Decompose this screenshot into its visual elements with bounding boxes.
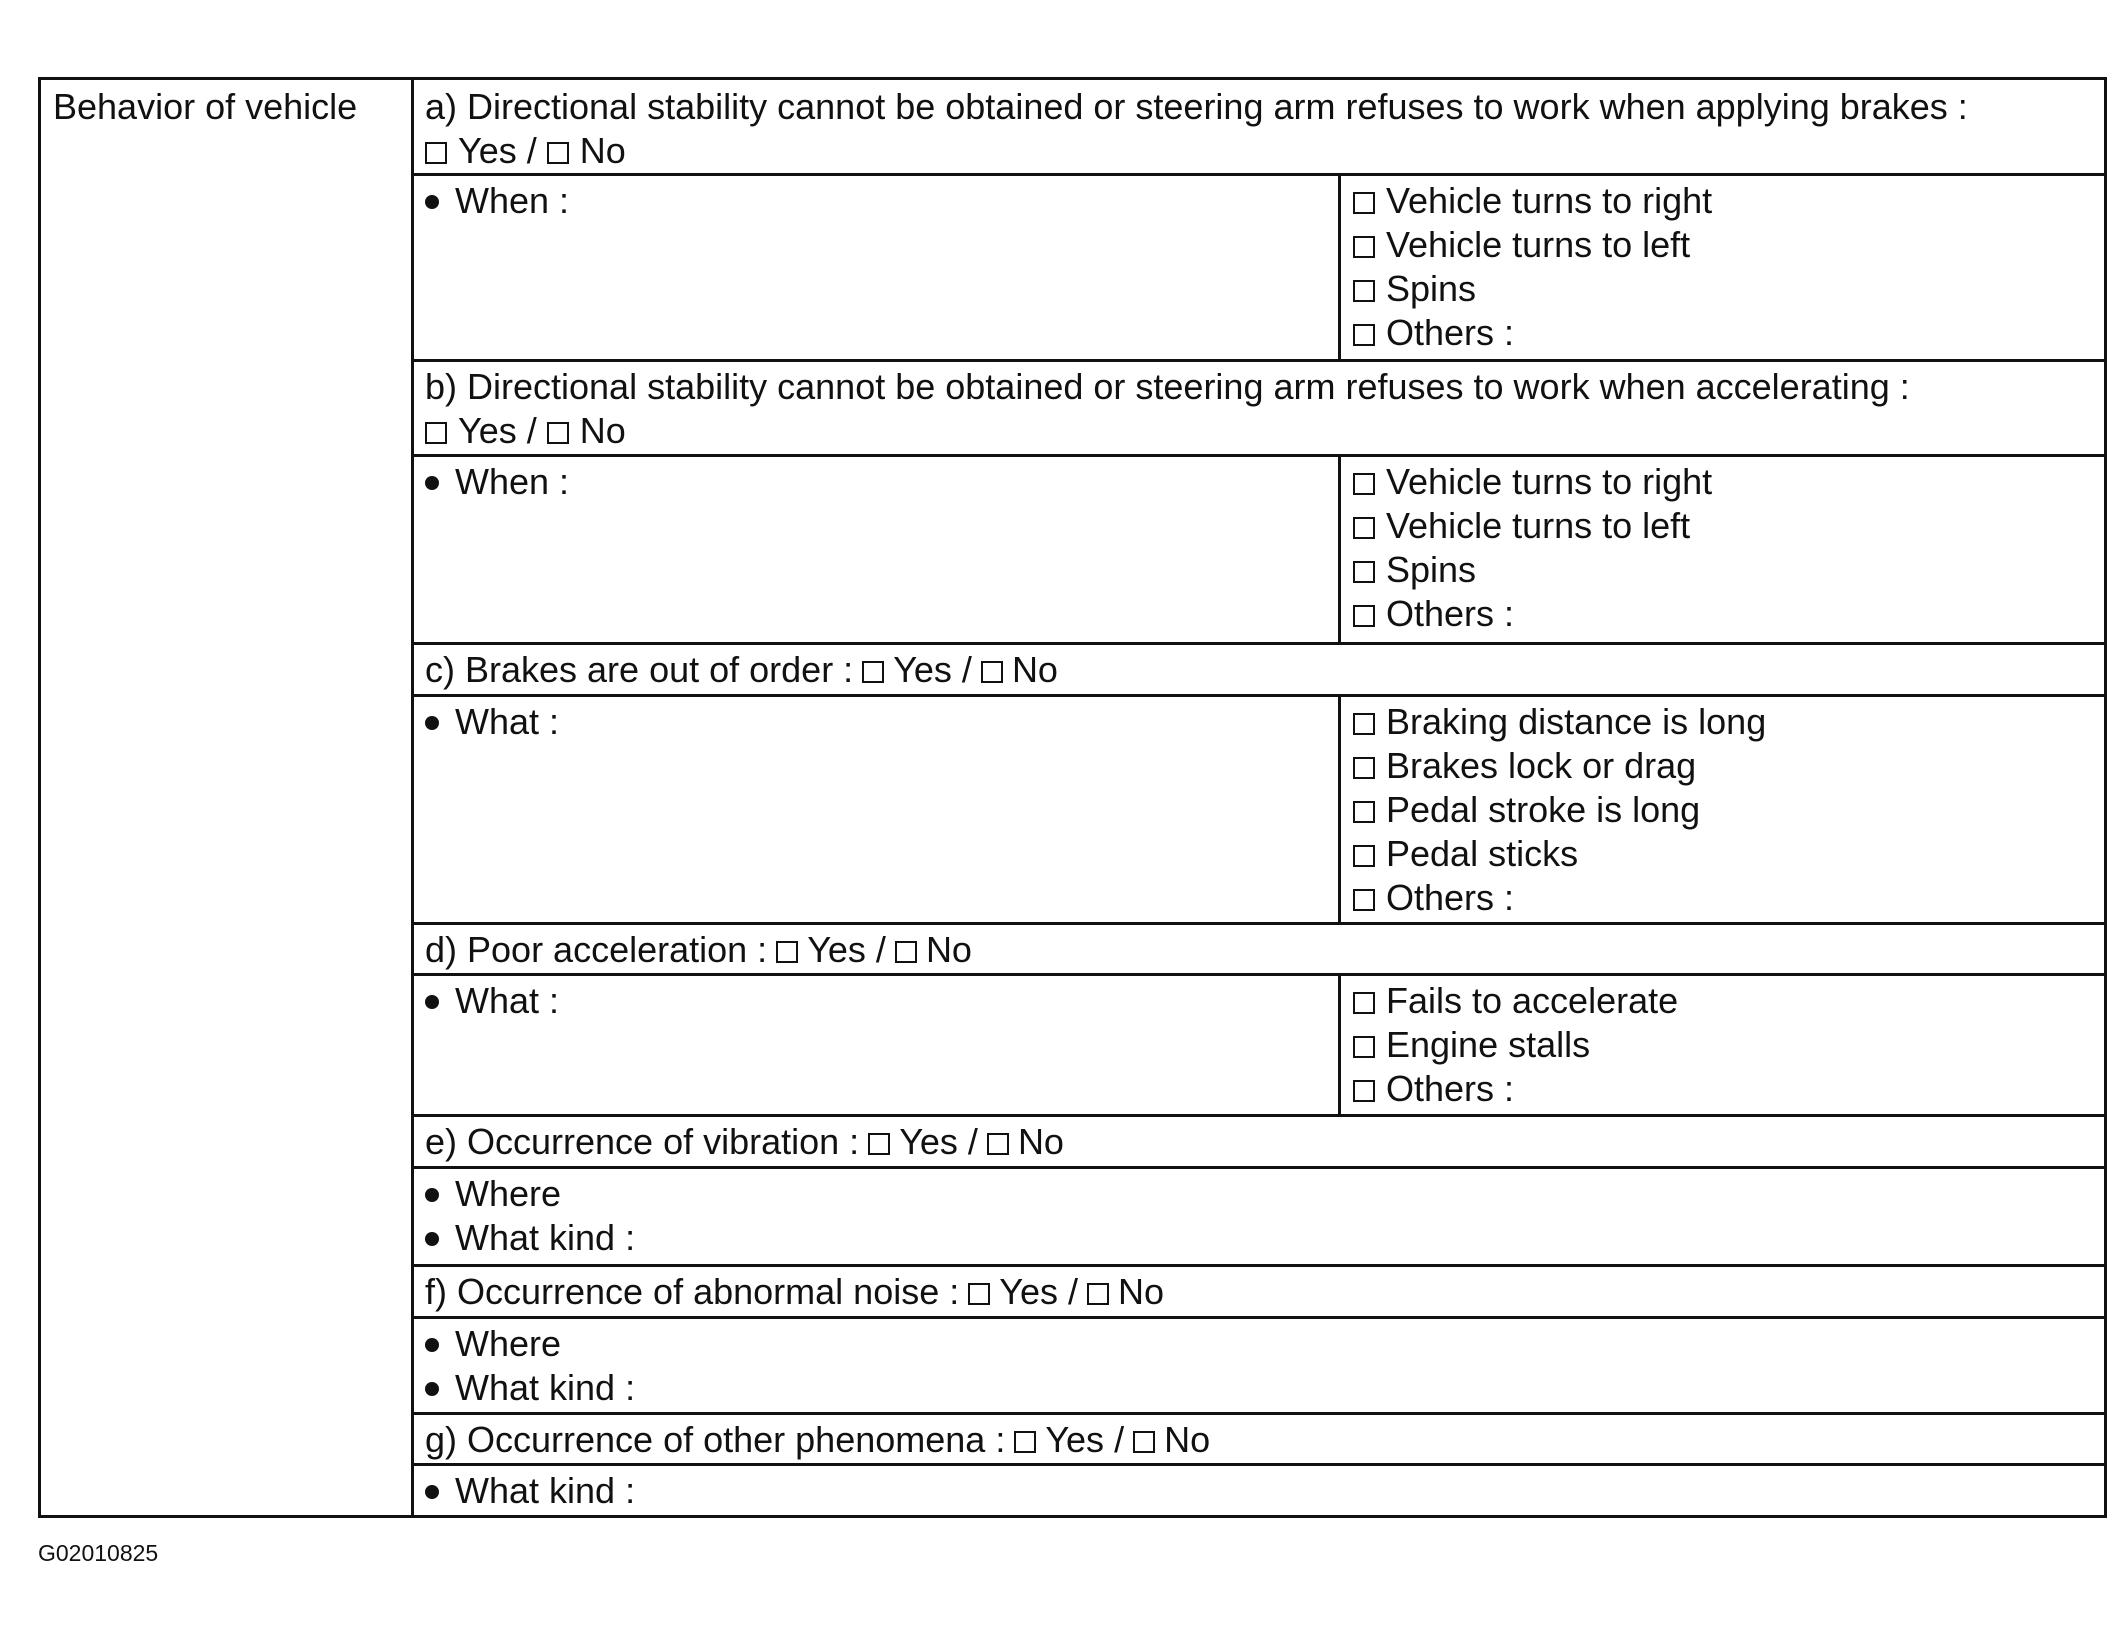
no-label: No bbox=[925, 929, 972, 970]
option-label: Pedal sticks bbox=[1386, 833, 1579, 874]
inspection-form-table bbox=[38, 77, 2107, 1518]
kind-line bbox=[425, 1216, 635, 1260]
question-f-text: f) Occurrence of abnormal noise : bbox=[425, 1271, 960, 1312]
kind-line bbox=[425, 1366, 635, 1410]
row-divider bbox=[411, 454, 2107, 457]
question-a-text: a) Directional stability cannot be obtained or steering arm refuses to work when applying brakes : bbox=[425, 86, 1968, 127]
option-item bbox=[1353, 744, 1766, 788]
option-item bbox=[1353, 1067, 1678, 1111]
category-label: Behavior of vehicle bbox=[53, 86, 358, 127]
option-checkbox[interactable] bbox=[1353, 757, 1375, 779]
option-checkbox[interactable] bbox=[1353, 713, 1375, 735]
question-c-options bbox=[1353, 700, 1766, 920]
category-column-divider bbox=[411, 80, 414, 1518]
yes-label: Yes bbox=[1045, 1419, 1105, 1460]
where-line bbox=[425, 1172, 635, 1216]
question-b-options bbox=[1353, 460, 1712, 636]
option-item bbox=[1353, 832, 1766, 876]
option-checkbox[interactable] bbox=[1353, 280, 1375, 302]
yes-label: Yes bbox=[893, 649, 952, 690]
question-g: g) Occurrence of other phenomena : Yes / No bbox=[425, 1419, 1211, 1460]
option-label: Vehicle turns to left bbox=[1386, 224, 1691, 265]
option-item bbox=[1353, 592, 1712, 636]
options-column-divider-a bbox=[1338, 173, 1341, 359]
option-item bbox=[1353, 311, 1712, 355]
option-item bbox=[1353, 179, 1712, 223]
option-label: Vehicle turns to right bbox=[1386, 461, 1713, 502]
option-label: Braking distance is long bbox=[1386, 701, 1767, 742]
yes-checkbox[interactable] bbox=[776, 941, 798, 963]
question-e-details bbox=[425, 1172, 635, 1260]
no-checkbox[interactable] bbox=[1087, 1283, 1109, 1305]
option-label: Pedal stroke is long bbox=[1386, 789, 1701, 830]
option-checkbox[interactable] bbox=[1353, 1080, 1375, 1102]
no-label: No bbox=[1011, 649, 1058, 690]
yes-label: Yes bbox=[458, 410, 517, 451]
no-checkbox[interactable] bbox=[987, 1133, 1009, 1155]
question-g-text: g) Occurrence of other phenomena : bbox=[425, 1419, 1006, 1460]
bullet-icon bbox=[425, 995, 439, 1009]
question-d-options bbox=[1353, 979, 1678, 1111]
row-divider bbox=[411, 1316, 2107, 1319]
question-g-details bbox=[425, 1469, 635, 1513]
bullet-icon bbox=[425, 1338, 439, 1352]
option-checkbox[interactable] bbox=[1353, 561, 1375, 583]
row-divider bbox=[411, 1114, 2107, 1117]
yes-checkbox[interactable] bbox=[1014, 1431, 1036, 1453]
question-d-text: d) Poor acceleration : bbox=[425, 929, 768, 970]
options-column-divider-d bbox=[1338, 973, 1341, 1114]
yes-label: Yes bbox=[899, 1121, 958, 1162]
where-line bbox=[425, 1322, 635, 1366]
yes-checkbox[interactable] bbox=[968, 1283, 990, 1305]
bullet-icon bbox=[425, 716, 439, 730]
row-divider bbox=[411, 973, 2107, 976]
row-divider bbox=[411, 173, 2107, 176]
where-label: Where bbox=[455, 1323, 562, 1364]
question-a-when bbox=[425, 179, 569, 223]
question-f: f) Occurrence of abnormal noise : Yes / No bbox=[425, 1271, 1165, 1312]
no-label: No bbox=[1017, 1121, 1064, 1162]
option-item bbox=[1353, 460, 1712, 504]
option-item bbox=[1353, 1023, 1678, 1067]
bullet-icon bbox=[425, 195, 439, 209]
kind-label: What kind : bbox=[455, 1217, 636, 1258]
option-checkbox[interactable] bbox=[1353, 889, 1375, 911]
row-divider bbox=[411, 694, 2107, 697]
no-label: No bbox=[579, 410, 626, 451]
yes-checkbox[interactable] bbox=[868, 1133, 890, 1155]
when-label: When : bbox=[455, 180, 570, 221]
option-checkbox[interactable] bbox=[1353, 845, 1375, 867]
question-b bbox=[425, 365, 1910, 453]
question-b-answer: Yes / No bbox=[425, 409, 1910, 453]
option-label: Vehicle turns to right bbox=[1386, 180, 1713, 221]
no-label: No bbox=[579, 130, 626, 171]
option-item bbox=[1353, 223, 1712, 267]
option-label: Engine stalls bbox=[1386, 1024, 1591, 1065]
where-label: Where bbox=[455, 1173, 562, 1214]
no-checkbox[interactable] bbox=[547, 422, 569, 444]
question-d: d) Poor acceleration : Yes / No bbox=[425, 929, 972, 970]
option-item bbox=[1353, 876, 1766, 920]
question-f-details bbox=[425, 1322, 635, 1410]
bullet-icon bbox=[425, 476, 439, 490]
yes-label: Yes bbox=[807, 929, 866, 970]
option-checkbox[interactable] bbox=[1353, 324, 1375, 346]
yes-checkbox[interactable] bbox=[425, 422, 447, 444]
row-divider bbox=[411, 1463, 2107, 1466]
option-item bbox=[1353, 700, 1766, 744]
when-label: When : bbox=[455, 461, 570, 502]
yes-label: Yes bbox=[458, 130, 517, 171]
option-item bbox=[1353, 788, 1766, 832]
no-label: No bbox=[1164, 1419, 1211, 1460]
options-column-divider-c bbox=[1338, 694, 1341, 922]
option-checkbox[interactable] bbox=[1353, 605, 1375, 627]
row-divider bbox=[411, 359, 2107, 362]
option-item bbox=[1353, 548, 1712, 592]
option-item bbox=[1353, 504, 1712, 548]
kind-label: What kind : bbox=[455, 1367, 636, 1408]
option-label: Vehicle turns to left bbox=[1386, 505, 1691, 546]
option-label: Others : bbox=[1386, 593, 1515, 634]
question-d-what bbox=[425, 979, 559, 1023]
bullet-icon bbox=[425, 1485, 439, 1499]
no-checkbox[interactable] bbox=[1133, 1431, 1155, 1453]
question-a-answer: Yes / No bbox=[425, 129, 1968, 173]
yes-label: Yes bbox=[999, 1271, 1058, 1312]
question-c: c) Brakes are out of order : Yes / No bbox=[425, 649, 1058, 690]
no-checkbox[interactable] bbox=[981, 661, 1003, 683]
option-item bbox=[1353, 267, 1712, 311]
option-label: Spins bbox=[1386, 268, 1477, 309]
yes-checkbox[interactable] bbox=[425, 142, 447, 164]
no-checkbox[interactable] bbox=[547, 142, 569, 164]
bullet-icon bbox=[425, 1232, 439, 1246]
figure-code: G02010825 bbox=[38, 1540, 159, 1566]
question-a-options bbox=[1353, 179, 1712, 355]
option-checkbox[interactable] bbox=[1353, 192, 1375, 214]
question-e: e) Occurrence of vibration : Yes / No bbox=[425, 1121, 1064, 1162]
option-label: Fails to accelerate bbox=[1386, 980, 1679, 1021]
option-label: Others : bbox=[1386, 312, 1515, 353]
row-divider bbox=[411, 1412, 2107, 1415]
question-c-what bbox=[425, 700, 559, 744]
question-b-text: b) Directional stability cannot be obtained or steering arm refuses to work when accelerating : bbox=[425, 366, 1910, 407]
option-checkbox[interactable] bbox=[1353, 236, 1375, 258]
no-label: No bbox=[1117, 1271, 1165, 1312]
row-divider bbox=[411, 642, 2107, 645]
question-c-text: c) Brakes are out of order : bbox=[425, 649, 854, 690]
option-checkbox[interactable] bbox=[1353, 1036, 1375, 1058]
yes-checkbox[interactable] bbox=[862, 661, 884, 683]
bullet-icon bbox=[425, 1382, 439, 1396]
option-checkbox[interactable] bbox=[1353, 517, 1375, 539]
what-label: What : bbox=[455, 980, 560, 1021]
what-label: What : bbox=[455, 701, 560, 742]
no-checkbox[interactable] bbox=[895, 941, 917, 963]
question-e-text: e) Occurrence of vibration : bbox=[425, 1121, 860, 1162]
row-divider bbox=[411, 1264, 2107, 1267]
options-column-divider-b bbox=[1338, 454, 1341, 642]
option-label: Brakes lock or drag bbox=[1386, 745, 1697, 786]
option-checkbox[interactable] bbox=[1353, 473, 1375, 495]
option-label: Others : bbox=[1386, 1068, 1515, 1109]
row-divider bbox=[411, 1166, 2107, 1169]
option-checkbox[interactable] bbox=[1353, 992, 1375, 1014]
row-divider bbox=[411, 922, 2107, 925]
bullet-icon bbox=[425, 1188, 439, 1202]
option-item bbox=[1353, 979, 1678, 1023]
kind-label: What kind : bbox=[455, 1470, 636, 1511]
question-b-when bbox=[425, 460, 569, 504]
option-label: Others : bbox=[1386, 877, 1515, 918]
option-label: Spins bbox=[1386, 549, 1477, 590]
option-checkbox[interactable] bbox=[1353, 801, 1375, 823]
question-a bbox=[425, 85, 1968, 173]
